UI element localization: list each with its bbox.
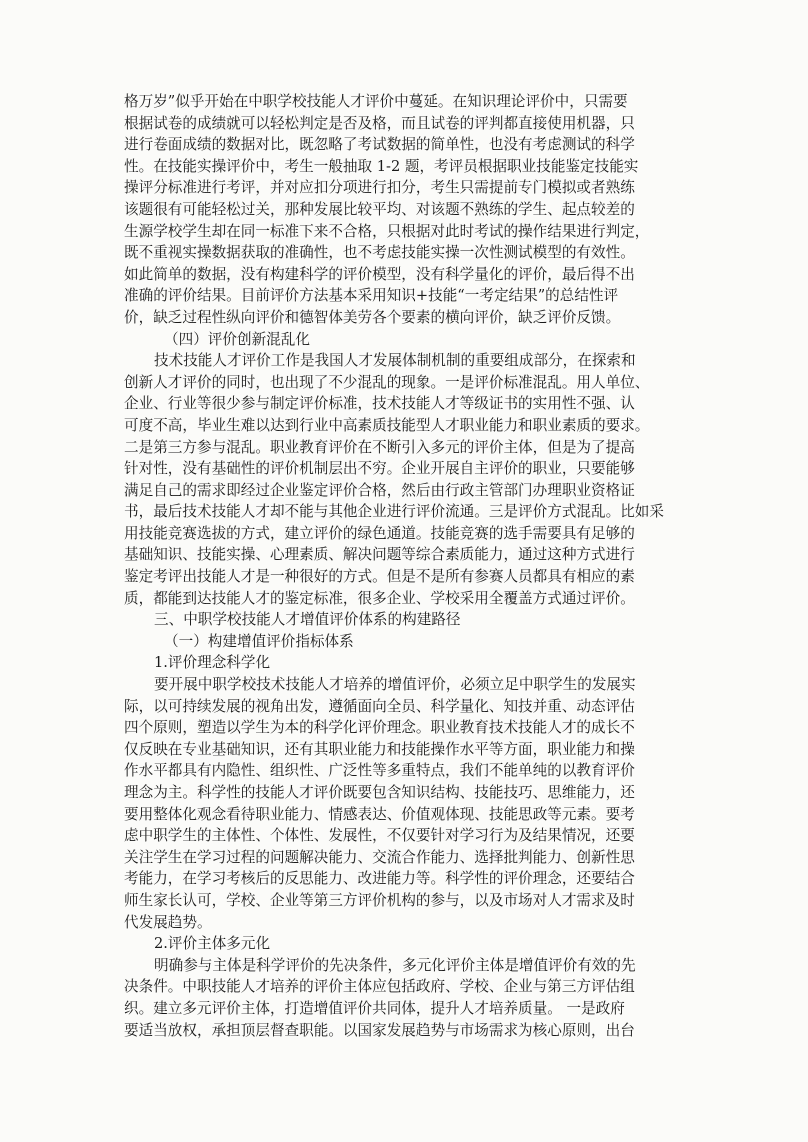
text-line: （一）构建增值评价指标体系 [164,632,354,650]
text-line: 企业、行业等很少参与制定评价标准，技术技能人才等级证书的实用性不强、认 [124,395,635,413]
text-line: 可度不高，毕业生难以达到行业中高素质技能型人才职业能力和职业素质的要求。 [124,416,650,434]
text-line: 理念为主。科学性的技能人才评价既要包含知识结构、技能技巧、思维能力，还 [124,784,635,801]
text-line: 四个原则，塑造以学生为本的科学化评价理念。职业教育技术技能人才的成长不 [124,719,635,737]
text-line: 针对性，没有基础性的评价机制层出不穷。企业开展自主评价的职业，只要能够 [124,460,635,478]
text-line: 关注学生在学习过程的问题解决能力、交流合作能力、选择批判能力、创新性思 [124,848,635,866]
text-line: 虑中职学生的主体性、个体性、发展性，不仅要针对学习行为及结果情况，还要 [124,827,635,845]
text-line: 进行卷面成绩的数据对比，既忽略了考试数据的简单性，也没有考虑测试的科学 [124,136,635,154]
text-line: 1.评价理念科学化 [154,654,271,672]
text-line: 该题很有可能轻松过关，那种发展比较平均、对该题不熟练的学生、起点较差的 [124,200,635,218]
text-line: 价，缺乏过程性纵向评价和德智体美劳各个要素的横向评价，缺乏评价反馈。 [124,308,621,326]
text-line: 代发展趋势。 [124,913,212,931]
text-line: 创新人才评价的同时，也出现了不少混乱的现象。一是评价标准混乱。用人单位、 [124,373,650,391]
text-line: 二是第三方参与混乱。职业教育评价在不断引入多元的评价主体，但是为了提高 [124,438,635,456]
text-line: （四）评价创新混乱化 [164,330,310,348]
text-line: 准确的评价结果。目前评价方法基本采用知识+技能“一考定结果”的总结性评 [124,287,619,305]
text-line: 际，以可持续发展的视角出发，遵循面向全员、科学量化、知技并重、动态评估 [124,697,635,715]
text-line: 作水平都具有内隐性、组织性、广泛性等多重特点，我们不能单纯的以教育评价 [124,762,635,780]
text-line: 师生家长认可，学校、企业等第三方评价机构的参与，以及市场对人才需求及时 [124,891,635,909]
text-line: 格万岁”似乎开始在中职学校技能人才评价中蔓延。在知识理论评价中，只需要 [124,93,628,110]
text-line: 要用整体化观念看待职业能力、情感表达、价值观体现、技能思政等元素。要考 [124,805,635,823]
text-line: 技术技能人才评价工作是我国人才发展体制机制的重要组成部分，在探索和 [154,352,636,370]
text-line: 性。在技能实操评价中，考生一般抽取 1-2 题，考评员根据职业技能鉴定技能实 [124,157,639,175]
text-line: 质，都能到达技能人才的鉴定标准，很多企业、学校采用全覆盖方式通过评价。 [124,589,635,607]
text-line: 如此简单的数据，没有构建科学的评价模型，没有科学量化的评价，最后得不出 [124,265,635,283]
text-line: 决条件。中职技能人才培养的评价主体应包括政府、学校、企业与第三方评估组 [124,978,635,996]
text-line: 考能力，在学习考核后的反思能力、改进能力等。科学性的评价理念，还要结合 [124,870,635,888]
text-line: 书，最后技术技能人才却不能与其他企业进行评价流通。三是评价方式混乱。比如采 [124,503,664,521]
text-line: 2.评价主体多元化 [154,935,271,953]
text-line: 操评分标准进行考评，并对应扣分项进行扣分，考生只需提前专门模拟或者熟练 [124,179,635,197]
text-line: 基础知识、技能实操、心理素质、解决问题等综合素质能力，通过这种方式进行 [124,546,635,564]
text-line: 生源学校学生却在同一标准下来不合格，只根据对此时考试的操作结果进行判定， [124,222,650,240]
text-line: 仅反映在专业基础知识，还有其职业能力和技能操作水平等方面，职业能力和操 [124,740,635,758]
text-line: 根据试卷的成绩就可以轻松判定是否及格，而且试卷的评判都直接使用机器，只 [124,114,635,132]
text-line: 织。建立多元评价主体，打造增值评价共同体，提升人才培养质量。 一是政府 [124,999,625,1017]
body-text [124,91,698,1041]
text-line: 用技能竞赛选拔的方式，建立评价的绿色通道。技能竞赛的选手需要具有足够的 [124,524,635,542]
text-line: 既不重视实操数据获取的准确性，也不考虑技能实操一次性测试模型的有效性。 [124,244,635,262]
text-line: 鉴定考评出技能人才是一种很好的方式。但是不是所有参赛人员都具有相应的素 [124,568,635,586]
text-line: 三、中职学校技能人才增值评价体系的构建路径 [154,611,461,629]
text-line: 要适当放权，承担顶层督查职能。以国家发展趋势与市场需求为核心原则，出台 [124,1021,635,1039]
text-line: 明确参与主体是科学评价的先决条件，多元化评价主体是增值评价有效的先 [154,956,636,974]
text-line: 要开展中职学校技术技能人才培养的增值评价，必须立足中职学生的发展实 [154,676,636,694]
text-line: 满足自己的需求即经过企业鉴定评价合格，然后由行政主管部门办理职业资格证 [124,481,635,499]
